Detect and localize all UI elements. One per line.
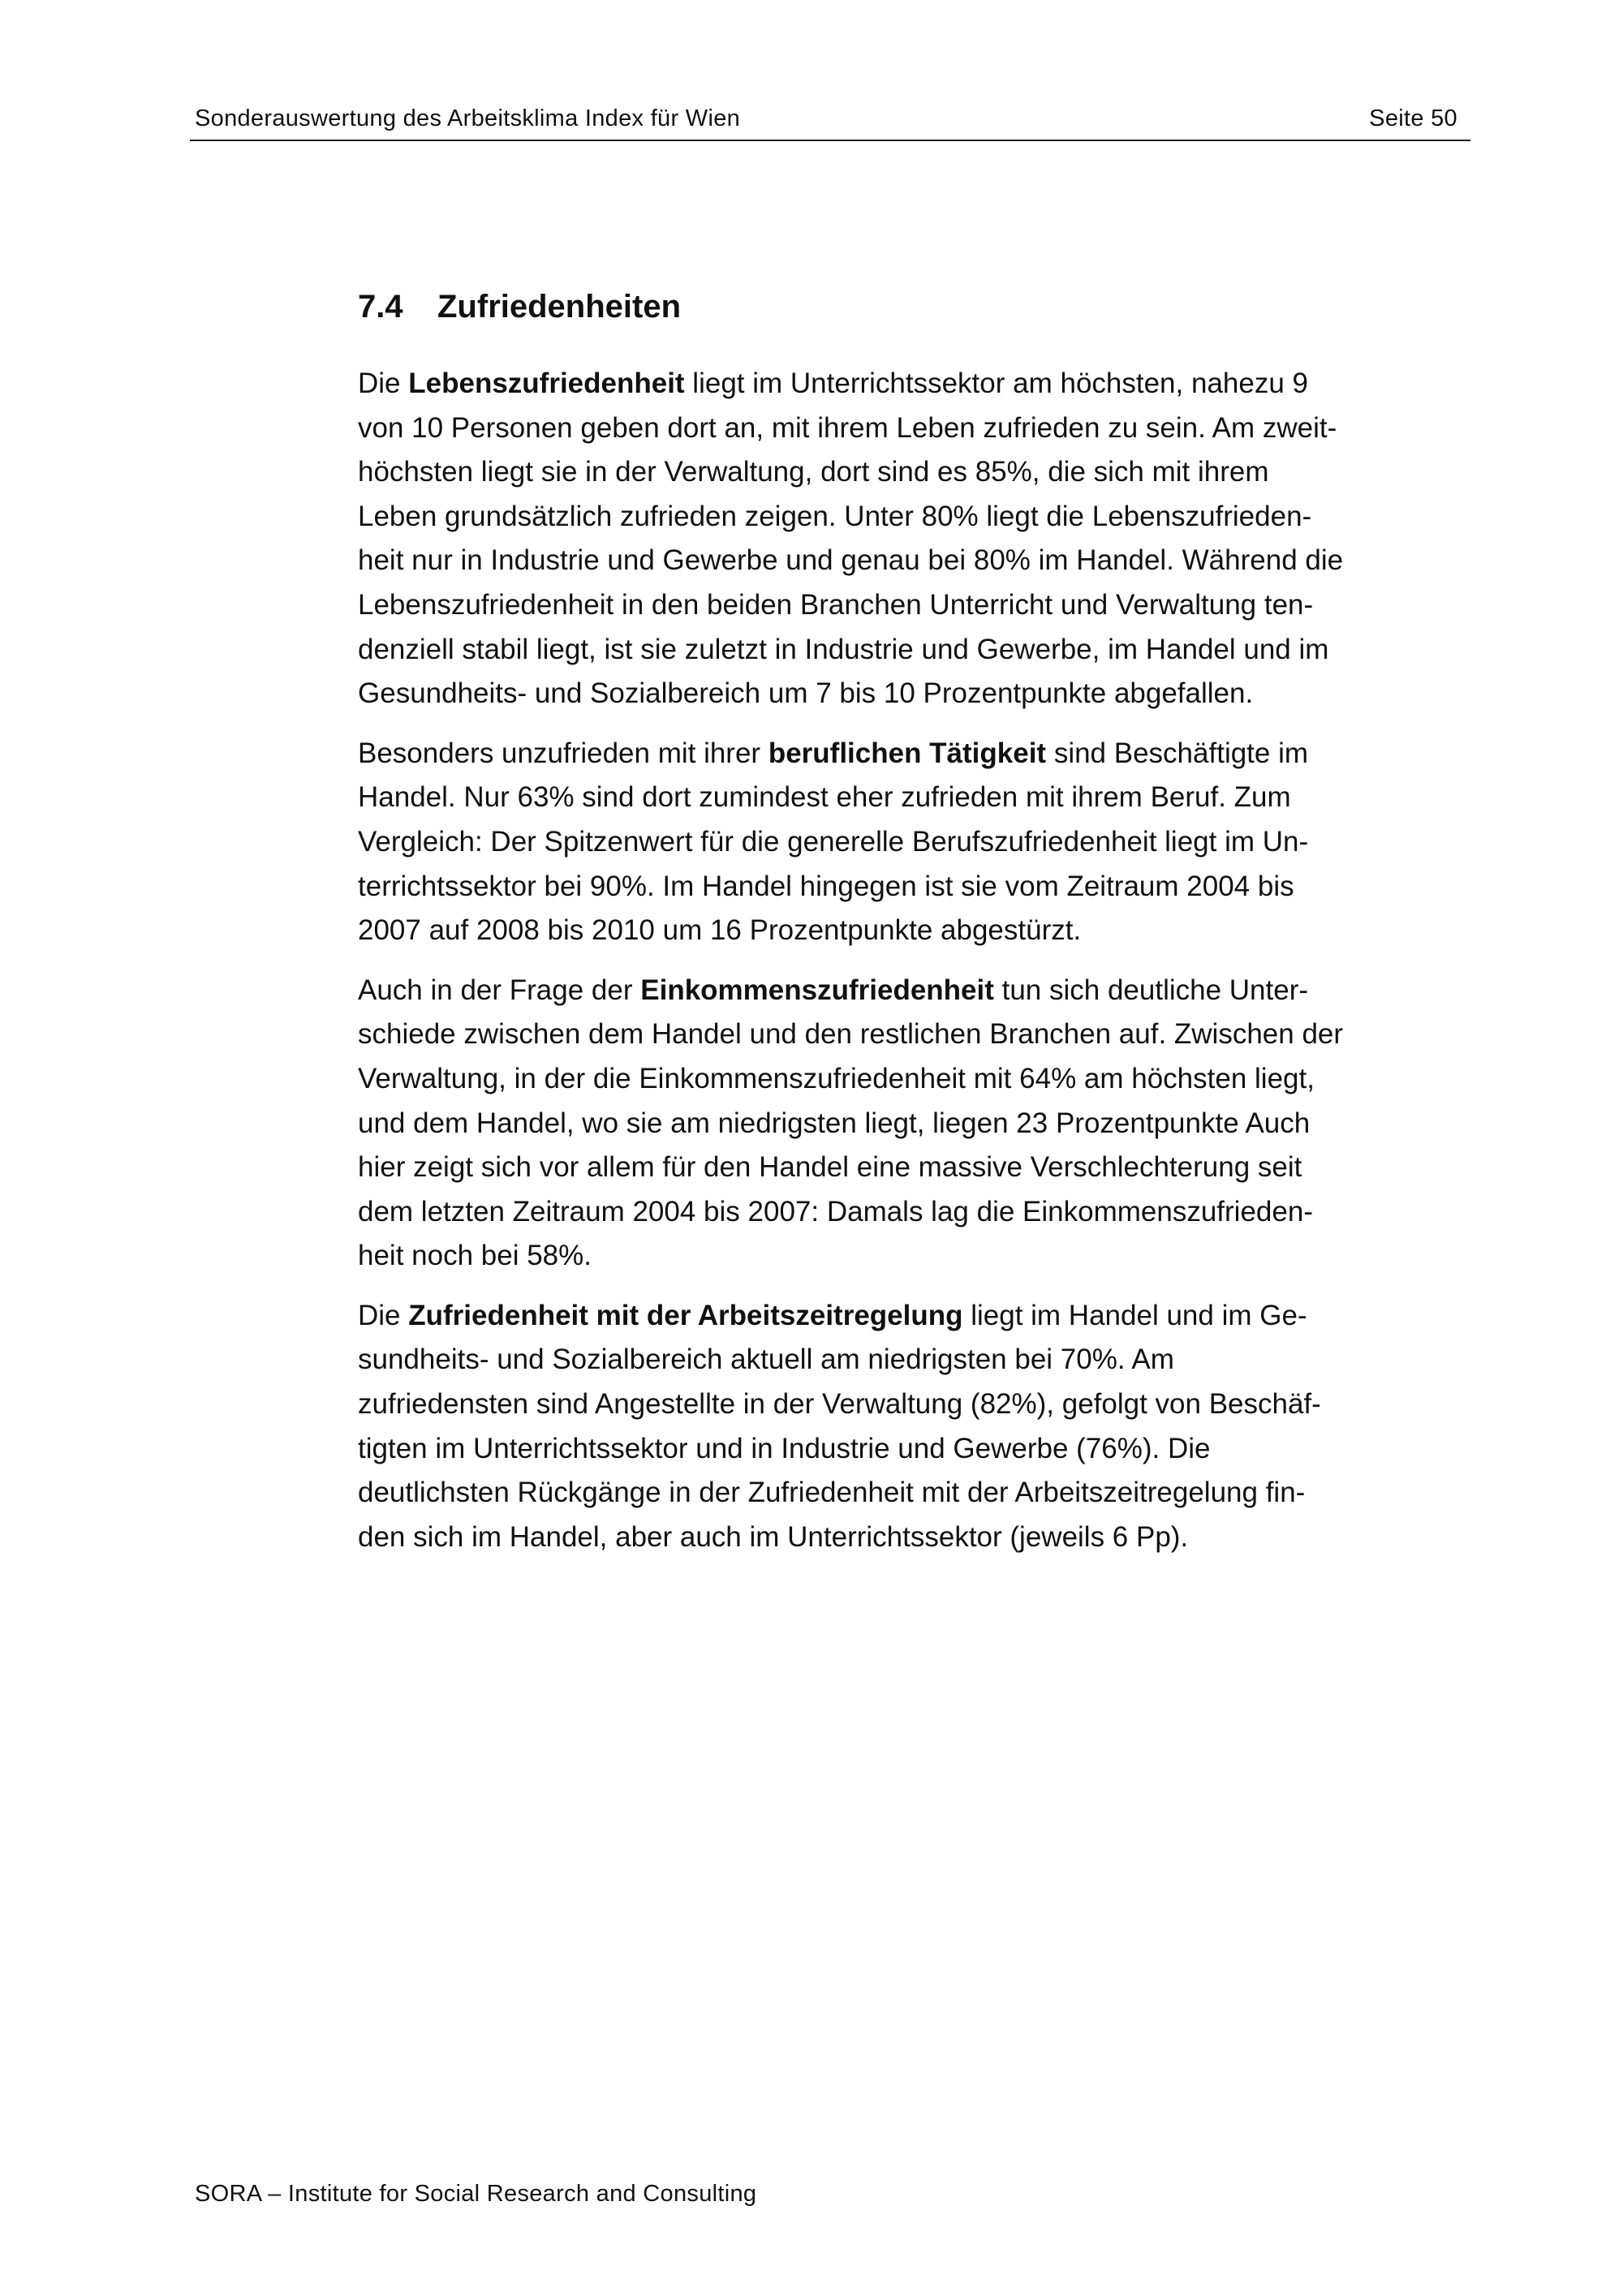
text-run: liegt im Handel und im Ge- [962, 1299, 1307, 1331]
text-line: tigten im Unterrichtssektor und in Industrie und Gewerbe (76%). Die [358, 1432, 1211, 1464]
text-line: den sich im Handel, aber auch im Unterrichtssektor (jeweils 6 Pp). [358, 1520, 1189, 1553]
emphasis-term: Einkommenszufriedenheit [640, 974, 994, 1006]
section-number: 7.4 [358, 289, 403, 325]
text-run: sind Beschäftigte im [1046, 737, 1309, 769]
document-title: Sonderauswertung des Arbeitsklima Index für Wien [195, 105, 741, 131]
emphasis-term: beruflichen Tätigkeit [768, 737, 1047, 769]
text-line: sundheits- und Sozialbereich aktuell am niedrigsten bei 70%. Am [358, 1344, 1174, 1376]
text-line: Leben grundsätzlich zufrieden zeigen. Unter 80% liegt die Lebenszufrieden- [358, 500, 1312, 532]
text-run: Die [358, 368, 409, 399]
paragraph-lebenszufriedenheit [358, 362, 1478, 716]
page-header [190, 104, 1470, 141]
text-line: Lebenszufriedenheit in den beiden Branchen Unterricht und Verwaltung ten- [358, 588, 1314, 621]
text-run: Auch in der Frage der [358, 974, 641, 1006]
text-run: liegt im Unterrichtssektor am höchsten, nahezu 9 [684, 368, 1308, 399]
text-line: Handel. Nur 63% sind dort zumindest eher zufrieden mit ihrem Beruf. Zum [358, 781, 1291, 814]
text-line: 2007 auf 2008 bis 2010 um 16 Prozentpunkte abgestürzt. [358, 914, 1082, 947]
text-line: Gesundheits- und Sozialbereich um 7 bis 10 Prozentpunkte abgefallen. [358, 677, 1254, 710]
text-line: höchsten liegt sie in der Verwaltung, dort sind es 85%, die sich mit ihrem [358, 456, 1269, 488]
text-line: denziell stabil liegt, ist sie zuletzt in Industrie und Gewerbe, im Handel und im [358, 633, 1329, 665]
text-line: heit noch bei 58%. [358, 1240, 592, 1272]
text-line: hier zeigt sich vor allem für den Handel eine massive Verschlechterung seit [358, 1151, 1302, 1184]
main-content [358, 284, 1478, 1575]
text-line [358, 362, 1478, 406]
text-line: Vergleich: Der Spitzenwert für die generelle Berufszufriedenheit liegt im Un- [358, 825, 1309, 858]
emphasis-term: Lebenszufriedenheit [408, 368, 685, 399]
text-run: Besonders unzufrieden mit ihrer [358, 737, 768, 769]
text-line: zufriedensten sind Angestellte in der Verwaltung (82%), gefolgt von Beschäf- [358, 1388, 1321, 1421]
section-title: Zufriedenheiten [437, 289, 682, 325]
emphasis-term: Zufriedenheit mit der Arbeitszeitregelung [408, 1299, 963, 1331]
text-run: Die [358, 1299, 409, 1331]
text-line [358, 1294, 1478, 1339]
paragraph-einkommenszufriedenheit [358, 969, 1478, 1279]
text-line: deutlichsten Rückgänge in der Zufriedenheit mit der Arbeitszeitregelung fin- [358, 1477, 1306, 1509]
text-line: und dem Handel, wo sie am niedrigsten liegt, liegen 23 Prozentpunkte Auch [358, 1107, 1311, 1139]
text-line: Verwaltung, in der die Einkommenszufriedenheit mit 64% am höchsten liegt, [358, 1062, 1315, 1094]
section-heading [358, 284, 1478, 329]
text-line: terrichtssektor bei 90%. Im Handel hingegen ist sie vom Zeitraum 2004 bis [358, 870, 1294, 902]
text-line [358, 732, 1478, 776]
page-footer: SORA – Institute for Social Research and Consulting [195, 2181, 757, 2207]
paragraph-berufliche-taetigkeit [358, 732, 1478, 953]
text-line: dem letzten Zeitraum 2004 bis 2007: Damals lag die Einkommenszufrieden- [358, 1195, 1313, 1228]
text-line: heit nur in Industrie und Gewerbe und genau bei 80% im Handel. Während die [358, 544, 1344, 577]
text-line: schiede zwischen dem Handel und den restlichen Branchen auf. Zwischen der [358, 1018, 1344, 1051]
page-number: Seite 50 [1369, 105, 1457, 131]
text-line [358, 969, 1478, 1013]
text-run: tun sich deutliche Unter- [993, 974, 1309, 1006]
text-line: von 10 Personen geben dort an, mit ihrem Leben zufrieden zu sein. Am zweit- [358, 411, 1337, 444]
paragraph-arbeitszeitregelung [358, 1294, 1478, 1560]
